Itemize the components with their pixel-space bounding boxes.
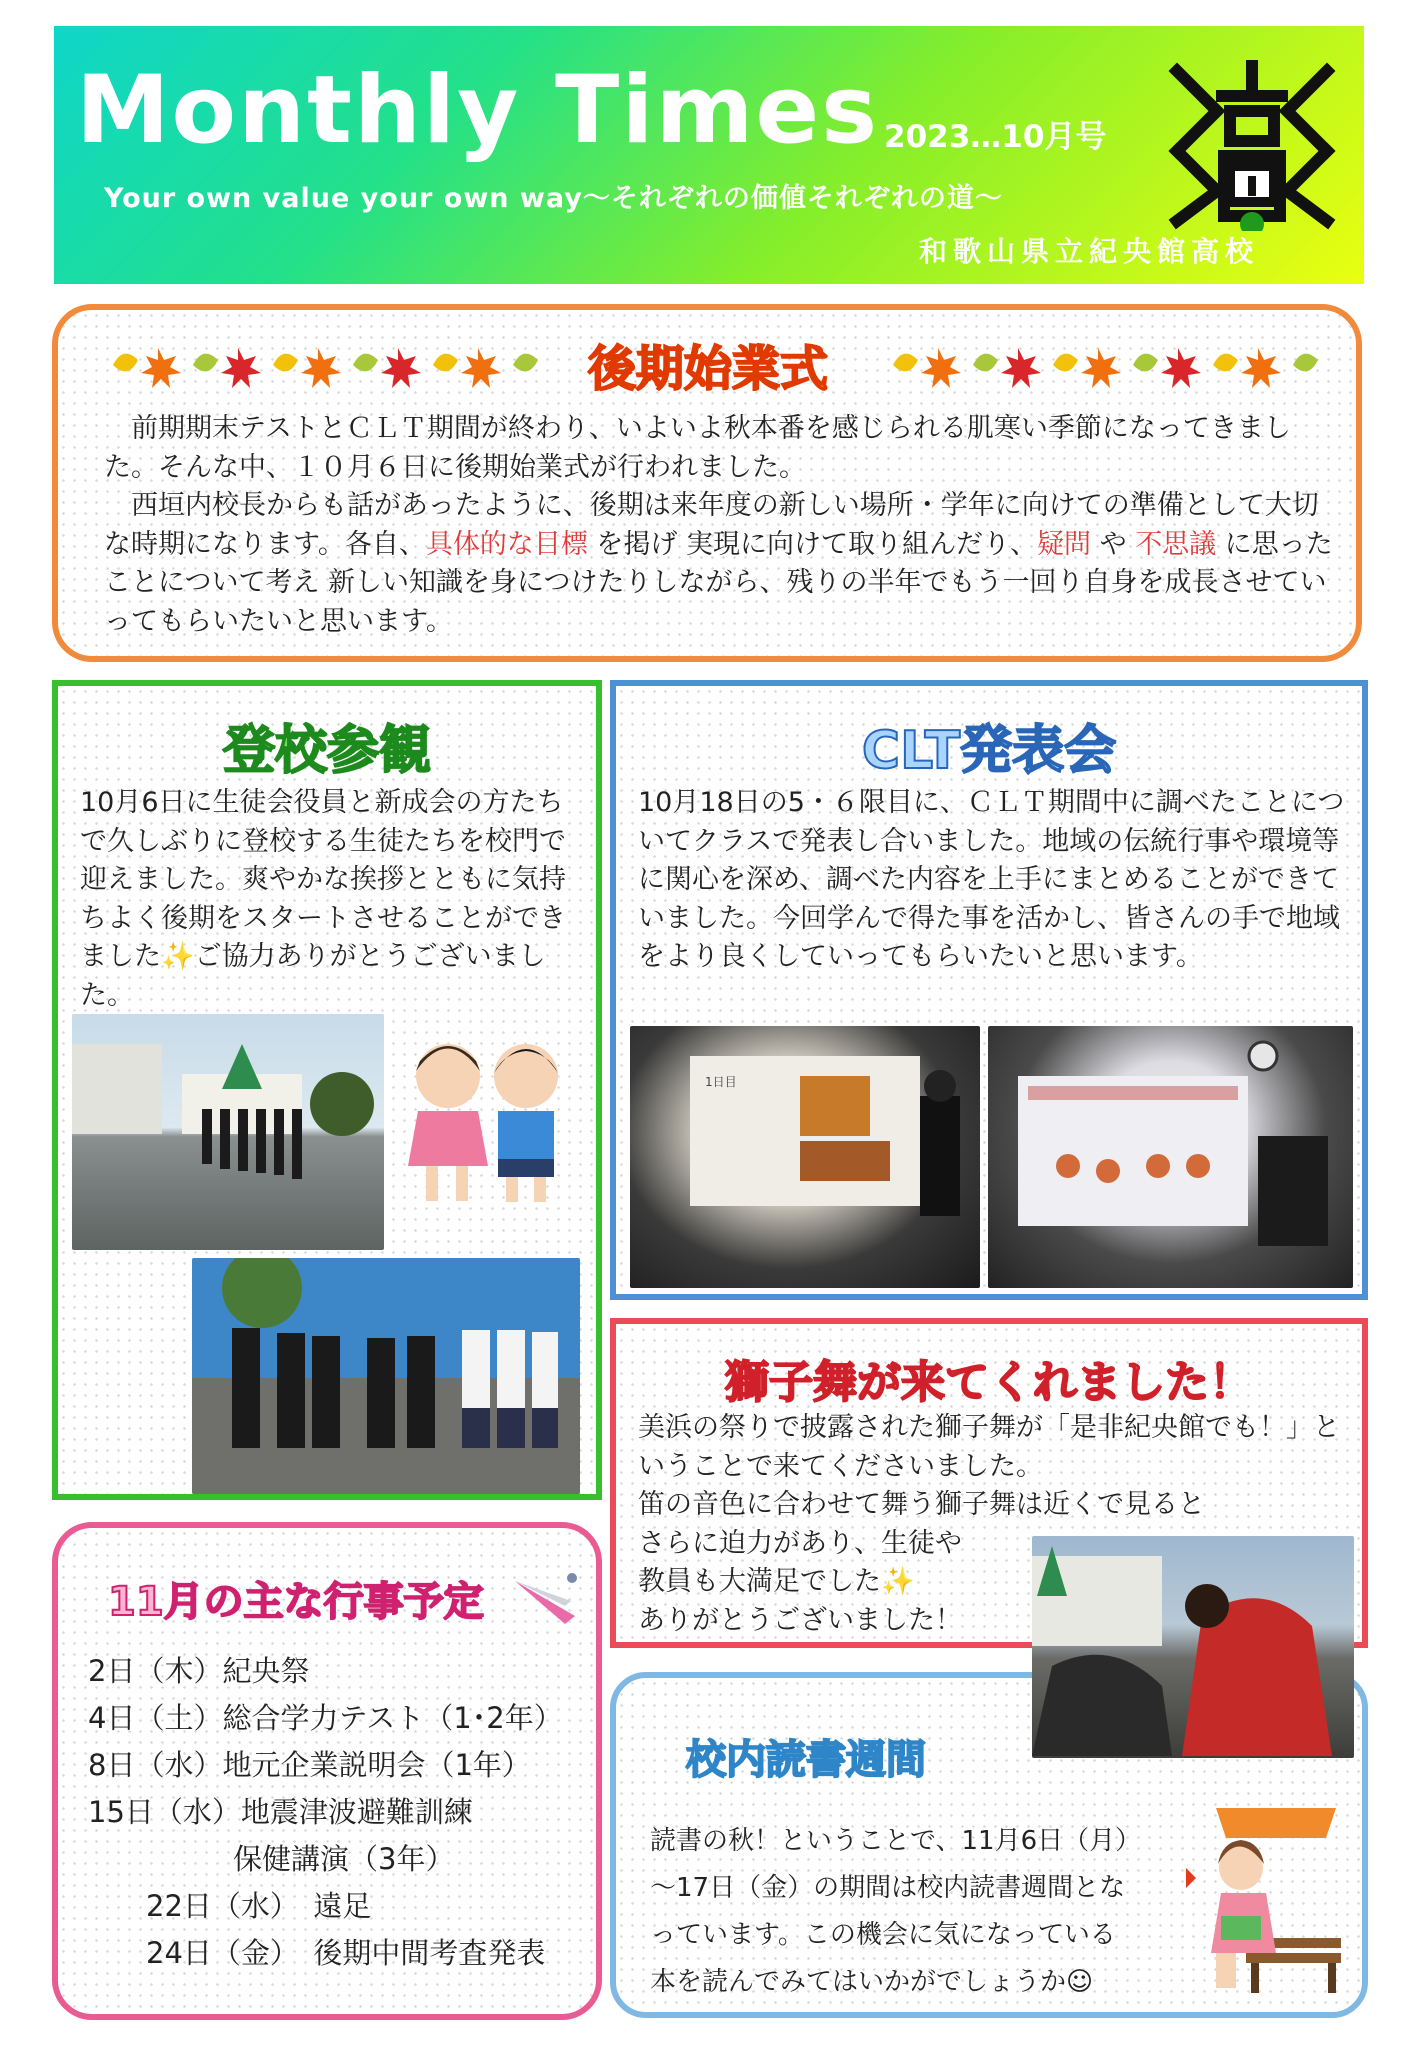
newsletter-header xyxy=(54,26,1364,284)
highlight-wonder: 不思議 xyxy=(1135,528,1217,560)
shishimai-line: さらに迫力があり、生徒や xyxy=(638,1527,962,1559)
reading-line: 本を読んでみてはいかがでしょうか☺ xyxy=(650,1967,1094,1997)
events-list xyxy=(88,1648,563,1977)
november-events-title: 11月の主な行事予定 xyxy=(108,1579,484,1625)
event-item: 保健講演（3年） xyxy=(88,1842,455,1876)
tagline: Your own value your own way～それぞれの価値それぞれの道～ xyxy=(104,183,1003,214)
photo-scene xyxy=(192,1258,580,1494)
paragraph: 前期期末テストとＣＬＴ期間が終わり、いよいよ秋本番を感じられる肌寒い季節になってきました。そんな中、１０月６日に後期始業式が行われました。 xyxy=(104,413,1291,483)
event-item: 15日（水）地震津波避難訓練 xyxy=(88,1795,473,1829)
reading-week-text xyxy=(650,1818,1150,2006)
reading-line: っています。この機会に気になっている xyxy=(650,1920,1116,1950)
shishimai-title: 獅子舞が来てくれました！ xyxy=(725,1357,1253,1408)
opening-ceremony-section xyxy=(52,304,1362,662)
school-visit-section xyxy=(52,680,602,1500)
event-item: 8日（水）地元企業説明会（1年） xyxy=(88,1748,531,1782)
shishimai-line: ありがとうございました！ xyxy=(638,1604,962,1636)
event-item: 22日（水） 遠足 xyxy=(88,1889,372,1923)
paragraph xyxy=(104,487,1334,641)
school-name: 和歌山県立紀央館高校 xyxy=(919,235,1260,268)
text-run: に思ったことについて考え 新しい知識を身につけたりしながら、残りの半年でもう一回り自身を成長させていってもらいたいと思います。 xyxy=(104,528,1333,637)
autumn-leaves-icon xyxy=(98,340,558,390)
opening-ceremony-text xyxy=(104,410,1334,641)
event-item: 2日（木）紀央祭 xyxy=(88,1654,310,1688)
reading-line: ～17日（金）の期間は校内読書週間とな xyxy=(650,1873,1126,1903)
school-visit-text: 10月6日に生徒会役員と新成会の方たちで久しぶりに登校する生徒たちを校門で迎えました。爽やかな挨拶とともに気持ちよく後期をスタートさせることができました✨ご協力ありがとうございました。 xyxy=(80,787,566,1011)
event-item: 24日（金） 後期中間考査発表 xyxy=(88,1936,546,1970)
shishimai-photo xyxy=(1032,1536,1354,1758)
reading-line: 読書の秋！ということで、11月6日（月） xyxy=(650,1826,1142,1856)
photo-scene xyxy=(1032,1536,1354,1758)
text-run: や xyxy=(1091,528,1136,560)
clt-text: 10月18日の5・６限目に、ＣＬＴ期間中に調べたことについてクラスで発表し合いました。地域の伝統行事や環境等に関心を深め、調べた内容を上手にまとめることができていました。今回学んで得た事を活かし、皆さんの手で地域をより良くしていってもらいたいと思います。 xyxy=(638,787,1345,972)
opening-ceremony-title: 後期始業式 xyxy=(588,341,829,397)
photo-scene xyxy=(988,1026,1353,1288)
reading-girl-illustration xyxy=(1176,1798,1346,1998)
clt-presentation-section xyxy=(610,680,1368,1300)
issue-date: 2023…10月号 xyxy=(884,119,1107,155)
school-logo-icon xyxy=(1162,56,1342,231)
shishimai-line: 教員も大満足でした✨ xyxy=(638,1566,915,1597)
newsletter-title: Monthly Times xyxy=(76,56,880,165)
presentation-photo-1 xyxy=(630,1026,980,1288)
school-visit-title: 登校参観 xyxy=(222,721,431,781)
text-run: 西垣内校長からも話があったように、後期は来年度の新しい場所・学年に向けての準備として大切な時期になります。各自、 xyxy=(104,490,1319,560)
highlight-question: 疑問 xyxy=(1037,528,1092,560)
bowing-children-illustration xyxy=(398,1021,578,1211)
clt-title: CLT発表会 xyxy=(861,721,1117,781)
slide-heading: 1日目 xyxy=(705,1075,737,1089)
party-popper-icon xyxy=(510,1566,588,1626)
photo-scene xyxy=(72,1014,384,1250)
shishimai-line: 美浜の祭りで披露された獅子舞が「是非紀央館でも！」ということで来てくださいました。 xyxy=(638,1412,1340,1482)
text-run: を掲げ 実現に向けて取り組んだり、 xyxy=(587,528,1038,560)
shishimai-line: 笛の音色に合わせて舞う獅子舞は近くで見ると xyxy=(638,1489,1205,1520)
event-item: 4日（土）総合学力テスト（1･2年） xyxy=(88,1701,563,1735)
students-group-photo xyxy=(192,1258,580,1494)
november-events-section xyxy=(52,1522,602,2020)
highlight-goal: 具体的な目標 xyxy=(425,528,588,560)
presentation-photo-2 xyxy=(988,1026,1353,1288)
photo-scene xyxy=(630,1026,980,1288)
autumn-leaves-icon xyxy=(878,340,1338,390)
gate-greeting-photo xyxy=(72,1014,384,1250)
reading-week-title: 校内読書週間 xyxy=(686,1737,926,1783)
